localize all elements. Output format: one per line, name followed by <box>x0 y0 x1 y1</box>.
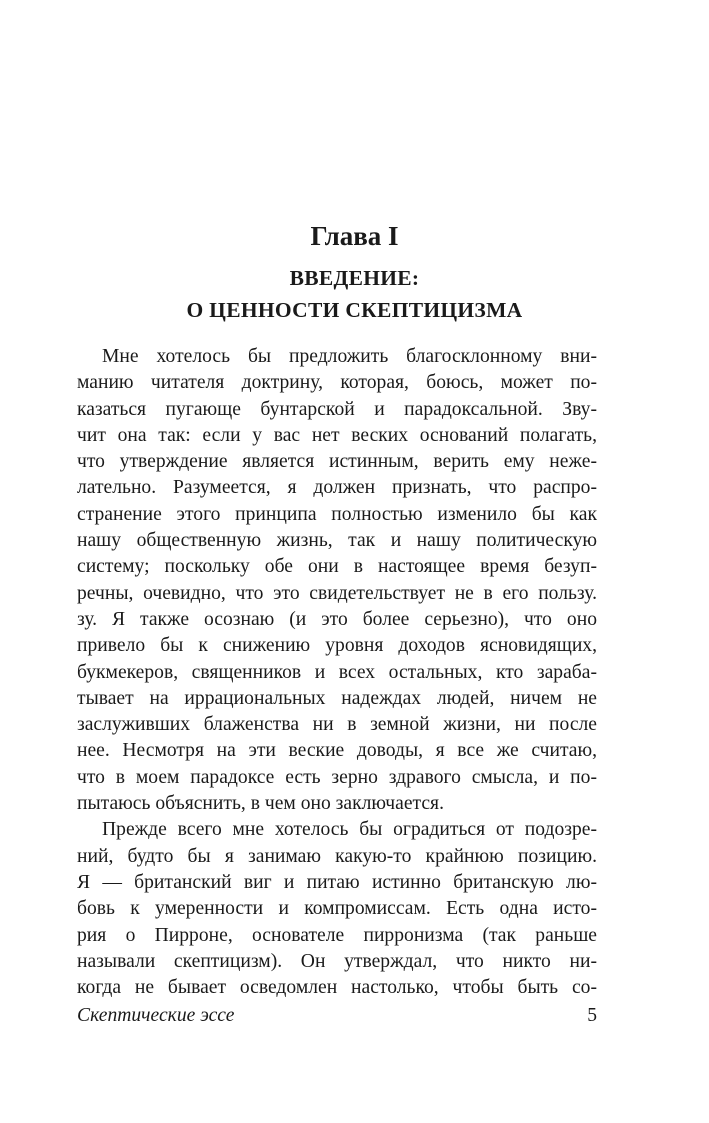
text-line: казаться пугающе бунтарской и парадоксальной. Зву- <box>77 398 597 420</box>
text-line: ний, будто бы я занимаю какую-то крайнюю позицию. <box>77 845 597 867</box>
page-number: 5 <box>587 1005 597 1026</box>
chapter-title-line-2: О ЦЕННОСТИ СКЕПТИЦИЗМА <box>186 298 523 322</box>
text-line: когда не бывает осведомлен настолько, чтобы быть со- <box>77 977 597 999</box>
text-line: тывает на иррациональных надеждах людей, ничем не <box>77 687 597 709</box>
chapter-heading: Глава I <box>310 221 399 251</box>
chapter-title <box>0 262 709 326</box>
text-line: нее. Несмотря на эти веские доводы, я все же считаю, <box>77 740 597 762</box>
text-line: рия о Пирроне, основателе пирронизма (так раньше <box>77 924 597 946</box>
text-line: Прежде всего мне хотелось бы оградиться от подозре- <box>102 819 597 841</box>
text-line: что в моем парадоксе есть зерно здравого смысла, и по- <box>77 766 597 788</box>
text-line: Я — британский виг и питаю истинно британскую лю- <box>77 871 597 893</box>
chapter-title-line-1: ВВЕДЕНИЕ: <box>289 266 420 290</box>
text-line: бовь к умеренности и компромиссам. Есть одна исто- <box>77 898 597 920</box>
text-line: что утверждение является истинным, верить ему неже- <box>77 451 597 473</box>
text-line: привело бы к снижению уровня доходов ясновидящих, <box>77 635 597 657</box>
text-line: лательно. Разумеется, я должен признать, что распро- <box>77 477 597 499</box>
running-footer-title: Скептические эссе <box>77 1005 235 1026</box>
text-line: зу. Я также осознаю (и это более серьезно), что оно <box>77 608 597 630</box>
text-line: букмекеров, священников и всех остальных, кто зараба- <box>77 661 597 683</box>
body-text <box>77 344 597 1001</box>
paragraph-2 <box>77 817 597 1001</box>
text-line: пытаюсь объяснить, в чем оно заключается. <box>77 793 444 815</box>
text-line: чит она так: если у вас нет веских оснований полагать, <box>77 424 597 446</box>
text-line: называли скептицизм). Он утверждал, что никто ни- <box>77 950 597 972</box>
text-line: манию читателя доктрину, которая, боюсь, может по- <box>77 372 597 394</box>
text-line: речны, очевидно, что это свидетельствует не в его пользу. <box>77 582 597 604</box>
text-line: Мне хотелось бы предложить благосклонному вни- <box>102 346 597 367</box>
text-line: систему; поскольку обе они в настоящее время безуп- <box>77 556 597 578</box>
paragraph-1 <box>77 344 597 817</box>
text-line: странение этого принципа полностью изменило бы как <box>77 503 597 525</box>
text-line: заслуживших блаженства ни в земной жизни, ни после <box>77 714 597 736</box>
text-line: нашу общественную жизнь, так и нашу политическую <box>77 530 597 552</box>
